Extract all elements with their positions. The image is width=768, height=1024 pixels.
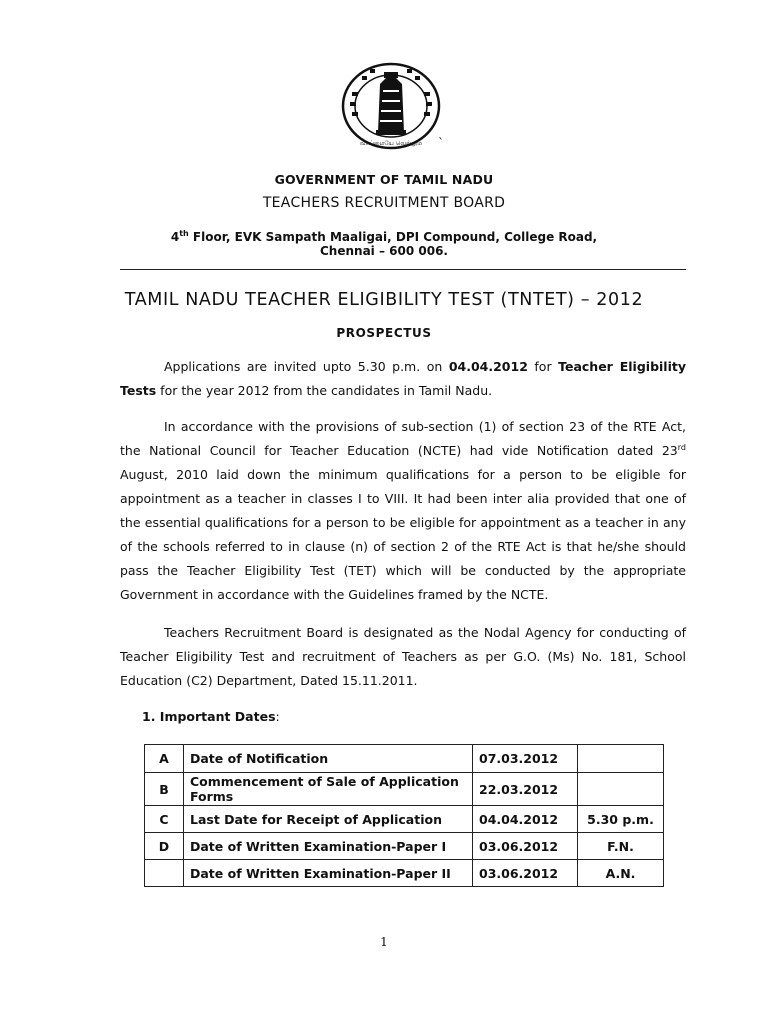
row-label: Date of Written Examination-Paper I [184,833,473,860]
p3-text: Teachers Recruitment Board is designated as the Nodal Agency for conducting of Teacher Eligibility Test and recruitment of Teachers as per G.O. (Ms) No. 181, School Education (C2) Department, Dated 15.11.2011. [120,625,686,688]
stray-mark: ` [438,136,444,150]
government-heading: GOVERNMENT OF TAMIL NADU [274,172,494,187]
row-date: 07.03.2012 [473,745,578,773]
p1-text-2: for [527,359,559,374]
row-time [578,745,664,773]
table-row [145,773,664,806]
row-date: 03.06.2012 [473,860,578,887]
state-emblem [340,62,442,154]
p1-text-1: Applications are invited upto 5.30 p.m. on [164,359,449,374]
address-floor-number: 4 [170,230,180,244]
table-row [145,745,664,773]
row-label: Last Date for Receipt of Application [184,806,473,833]
paragraph-nodal-agency [120,621,686,693]
row-code: C [145,806,184,833]
row-label: Date of Notification [184,745,473,773]
table-row [145,860,664,887]
p2-text-1: In accordance with the provisions of sub-section (1) of section 23 of the RTE Act, the National Council for Teacher Education (NCTE) had vide Notification dated 23 [120,419,686,458]
p2-ordinal-suffix: rd [677,442,686,452]
table-row [145,833,664,860]
document-title: TAMIL NADU TEACHER ELIGIBILITY TEST (TNTET) – 2012 [124,290,644,310]
row-time: 5.30 p.m. [578,806,664,833]
tamil-nadu-state-emblem-icon [340,62,442,154]
address-line-1-text: Floor, EVK Sampath Maaligai, DPI Compound, College Road, [188,230,598,244]
p1-last-date: 04.04.2012 [448,359,528,374]
row-code: B [145,773,184,806]
important-dates-heading [142,709,280,724]
row-label: Commencement of Sale of Application Forms [184,773,473,806]
row-time [578,773,664,806]
page-number: 1 [380,935,388,949]
paragraph-applications [120,355,686,403]
row-code [145,860,184,887]
row-date: 03.06.2012 [473,833,578,860]
table-row [145,806,664,833]
row-label: Date of Written Examination-Paper II [184,860,473,887]
address-line-2: Chennai – 600 006. [320,244,448,258]
important-dates-table [144,744,664,887]
address-floor-suffix: th [179,229,189,238]
p1-text-3: for the year 2012 from the candidates in Tamil Nadu. [156,383,493,398]
p1-test-name: Teacher Eligibility Tests [120,359,686,398]
row-date: 22.03.2012 [473,773,578,806]
address-line-1 [0,229,768,244]
row-code: A [145,745,184,773]
important-dates-heading-colon: : [275,709,280,724]
document-subtitle: PROSPECTUS [336,326,432,340]
emblem-motto: வாய்மையே வெல்லும் [359,140,423,147]
paragraph-rte-provisions [120,415,686,607]
row-date: 04.04.2012 [473,806,578,833]
important-dates-heading-text: 1. Important Dates [142,709,276,724]
row-time: F.N. [578,833,664,860]
header-divider [120,269,686,270]
p2-text-2: August, 2010 laid down the minimum qualifications for a person to be eligible for appointment as a teacher in classes I to VIII. It had been inter alia provided that one of the essential qualifications for a person to be eligible for appointment as a teacher in any of the schools referred to in clause (n) of section 2 of the RTE Act is that he/she should pass the Teacher Eligibility Test (TET) which will be conducted by the appropriate Government in accordance with the Guidelines framed by the NCTE. [120,467,686,602]
row-code: D [145,833,184,860]
board-heading: TEACHERS RECRUITMENT BOARD [262,195,506,211]
row-time: A.N. [578,860,664,887]
